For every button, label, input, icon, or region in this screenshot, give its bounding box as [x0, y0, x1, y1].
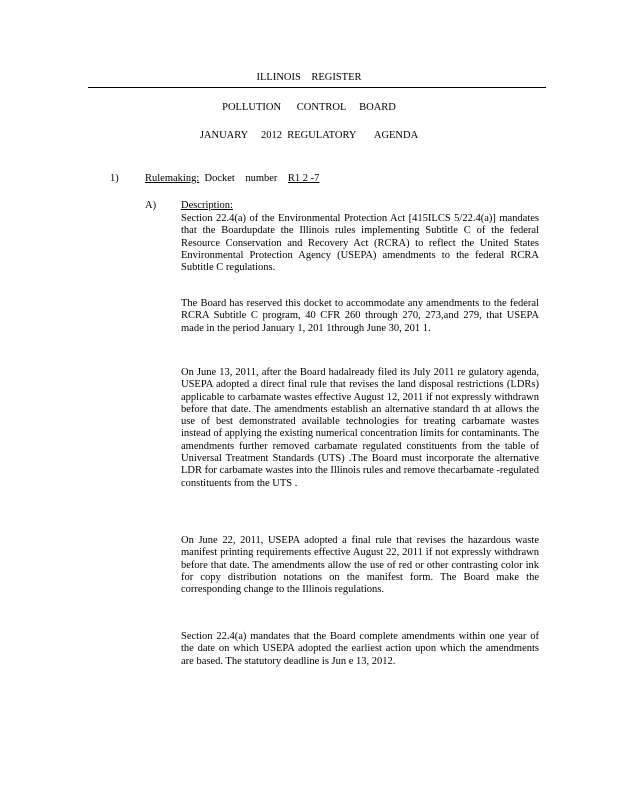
paragraph-text: The Board has reserved this docket to accommodate any amendments to the federal RCRA Subtitle C program, 40 CFR 260 through 270, 273,and 279, that USEPA made in the period January 1, 201 1through June 30, 201 1.: [181, 298, 539, 334]
paragraph-june-22: [181, 535, 539, 596]
agenda-title: JANUARY 2012 REGULATORY AGENDA: [199, 130, 419, 141]
board-title: POLLUTION CONTROL BOARD: [222, 102, 396, 113]
header-divider: [88, 87, 546, 88]
paragraph-text: On June 22, 2011, USEPA adopted a final rule that revises the hazardous waste manifest printing requirements effective August 22, 2011 if not expressly withdrawn before that date. The amendments allow the use of red or other contrasting color ink for copy distribution notations on the manifest form. The Board make the corresponding change to the Illinois regulations.: [181, 535, 539, 596]
section-letter: A): [145, 200, 157, 211]
paragraph-deadline: [181, 631, 539, 668]
paragraph-text: On June 13, 2011, after the Board hadalready filed its July 2011 re gulatory agenda, USEPA adopted a direct final rule that revises the land disposal restrictions (LDRs) applicable to carbamate wastes effective August 12, 2011 if not expressly withdrawn before that date. The amendments establish an alternative standard th at allows the use of best demonstrated available technologies for treating carbamate wastes instead of applying the existing numerical concentration limits for contaminants. The amendments further removed carbamate regulated constituents from the table of Universal Treatment Standards (UTS) .The Board must incorporate the alternative LDR for carbamate wastes into the Illinois rules and remove thecarbamate -regulated constituents from the UTS .: [181, 367, 539, 489]
rulemaking-line: [145, 173, 319, 184]
paragraph-text: Section 22.4(a) of the Environmental Protection Act [415ILCS 5/22.4(a)] mandates that the Boardupdate the Illinois rules implementing Subtitle C of the federal Resource Conservation and Recovery Act (RCRA) to reflect the United States Environmental Protection Agency (USEPA) amendments to the federal RCRA Subtitle C regulations.: [181, 213, 539, 274]
paragraph-reserved-docket: [181, 298, 539, 335]
item-number: 1): [110, 173, 119, 184]
register-title: ILLINOIS REGISTER: [256, 72, 362, 83]
description-label: Description:: [181, 200, 233, 211]
docket-number: R1 2 -7: [287, 173, 320, 184]
rulemaking-label: Rulemaking:: [145, 173, 200, 184]
docket-text: Docket number: [199, 173, 288, 184]
paragraph-section-22-4a: [181, 213, 539, 274]
paragraph-text: Section 22.4(a) mandates that the Board complete amendments within one year of the date on which USEPA adopted the earliest action upon which the amendments are based. The statutory deadline is Jun e 13, 2012.: [181, 631, 539, 667]
paragraph-june-13: [181, 367, 539, 490]
